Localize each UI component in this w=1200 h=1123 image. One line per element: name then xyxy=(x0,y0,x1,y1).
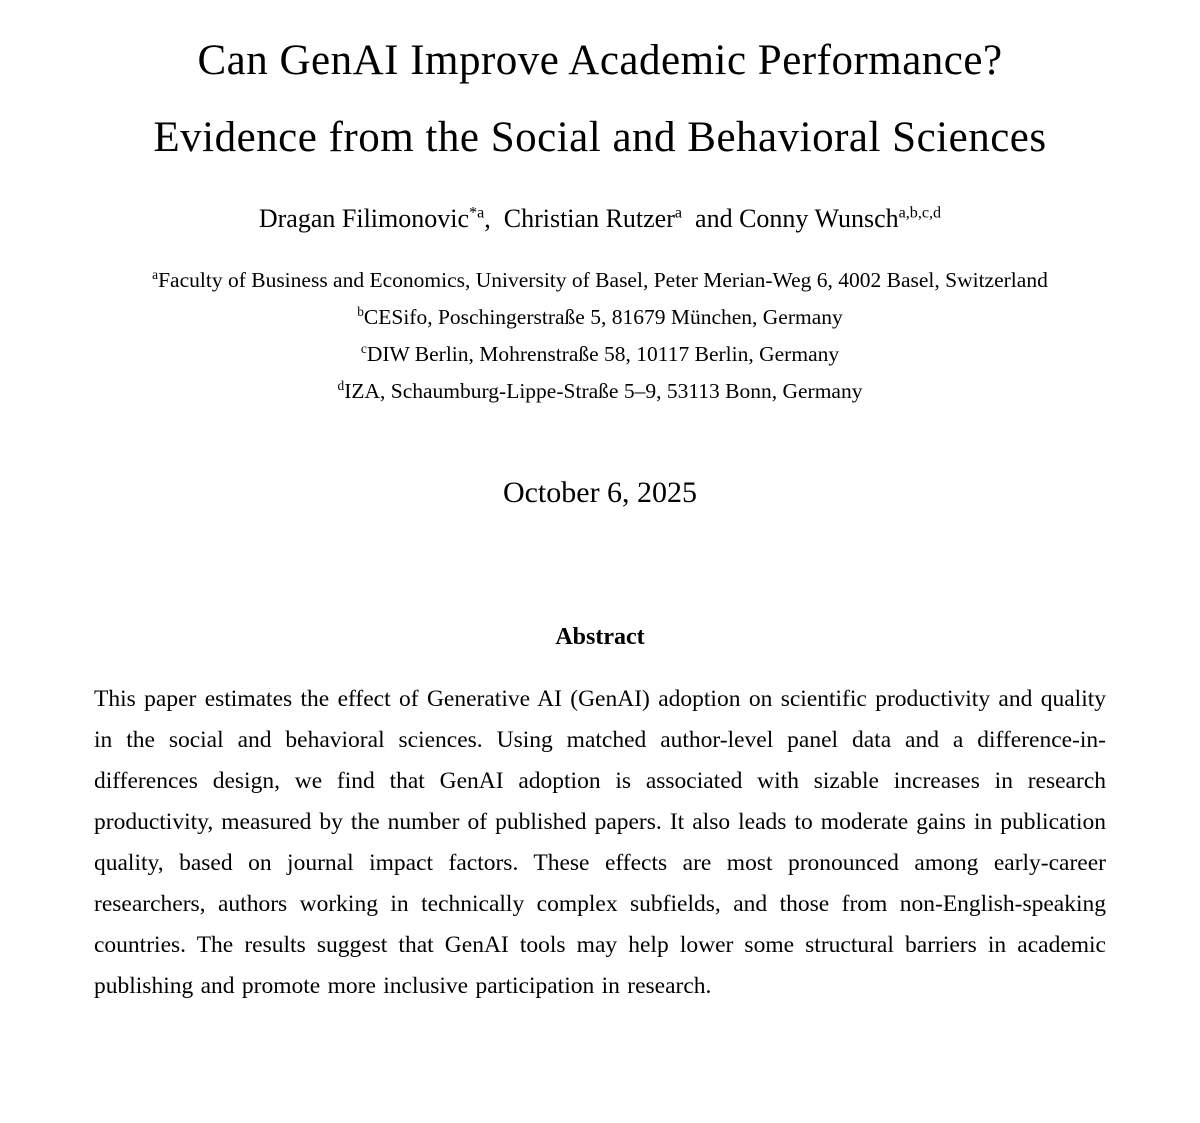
abstract-heading: Abstract xyxy=(555,624,645,650)
author-2-superscript: a xyxy=(674,204,683,222)
affiliation-b xyxy=(0,299,1200,336)
author-name-1: Dragan Filimonovic xyxy=(258,204,470,233)
author-name-2: Christian Rutzer xyxy=(503,204,675,233)
affiliation-d-text: IZA, Schaumburg-Lippe-Straße 5–9, 53113 Bonn, Germany xyxy=(344,379,863,403)
author-3-superscript: a,b,c,d xyxy=(898,204,942,222)
author-separator-1: , xyxy=(484,204,504,233)
affiliation-a-superscript: a xyxy=(152,266,159,282)
paper-title-page xyxy=(0,22,1200,1123)
affiliation-a xyxy=(0,262,1200,299)
author-1-superscript: *a xyxy=(469,204,485,222)
paper-title-line-2: Evidence from the Social and Behavioral Sciences xyxy=(153,114,1047,161)
author-name-3: Conny Wunsch xyxy=(739,204,899,233)
affiliation-a-text: Faculty of Business and Economics, University of Basel, Peter Merian-Weg 6, 4002 Basel, Switzerland xyxy=(158,268,1048,292)
affiliation-c-superscript: c xyxy=(360,340,367,356)
paper-title-line-1: Can GenAI Improve Academic Performance? xyxy=(197,37,1003,84)
abstract-text: This paper estimates the effect of Generative AI (GenAI) adoption on scientific productivity and quality in the social and behavioral sciences. Using matched author-level panel data and a difference-in-differences design, we find that GenAI adoption is associated with sizable increases in research productivity, measured by the number of published papers. It also leads to moderate gains in publication quality, based on journal impact factors. These effects are most pronounced among early-career researchers, authors working in technically complex subfields, and those from non-English-speaking countries. The results suggest that GenAI tools may help lower some structural barriers in academic publishing and promote more inclusive participation in research. xyxy=(94,686,1106,999)
affiliations-block xyxy=(0,262,1200,410)
affiliation-b-text: CESifo, Poschingerstraße 5, 81679 München, Germany xyxy=(363,305,843,329)
affiliation-b-superscript: b xyxy=(357,303,364,319)
affiliation-c xyxy=(0,336,1200,373)
affiliation-d xyxy=(0,373,1200,410)
author-separator-2: and xyxy=(682,204,740,233)
authors-line xyxy=(0,202,1200,236)
affiliation-d-superscript: d xyxy=(337,377,345,393)
paper-title xyxy=(0,22,1200,176)
affiliation-c-text: DIW Berlin, Mohrenstraße 58, 10117 Berlin, Germany xyxy=(366,342,840,366)
publication-date: October 6, 2025 xyxy=(502,476,698,509)
